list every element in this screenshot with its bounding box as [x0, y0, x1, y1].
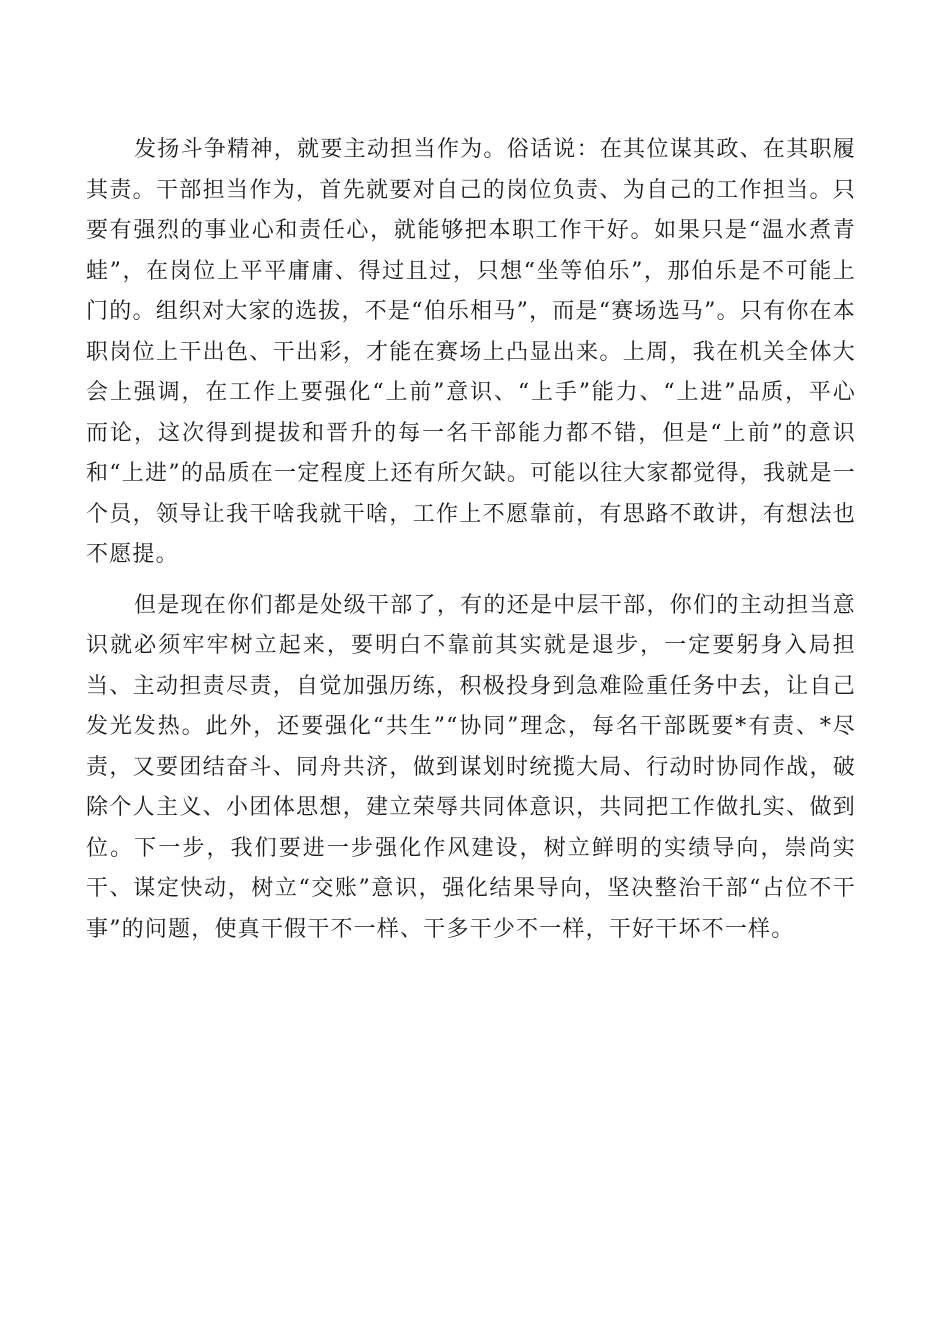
paragraph-2: 但是现在你们都是处级干部了，有的还是中层干部，你们的主动担当意识就必须牢牢树立起来，要明白不靠前其实就是退步，一定要躬身入局担当、主动担责尽责，自觉加强历练，积极投身到急难险重任务中去，让自己发光发热。此外，还要强化“共生”“协同”理念，每名干部既要*有责、*尽责，又要团结奋斗、同舟共济，做到谋划时统揽大局、行动时协同作战，破除个人主义、小团体思想，建立荣辱共同体意识，共同把工作做扎实、做到位。下一步，我们要进一步强化作风建设，树立鲜明的实绩导向，崇尚实干、谋定快动，树立“交账”意识，强化结果导向，坚决整治干部“占位不干事”的问题，使真干假干不一样、干多干少不一样，干好干坏不一样。	[86, 592, 856, 942]
document-body	[86, 130, 856, 950]
paragraph-1: 发扬斗争精神，就要主动担当作为。俗话说：在其位谋其政、在其职履其责。干部担当作为，首先就要对自己的岗位负责、为自己的工作担当。只要有强烈的事业心和责任心，就能够把本职工作干好。如果只是“温水煮青蛙”，在岗位上平平庸庸、得过且过，只想“坐等伯乐”，那伯乐是不可能上门的。组织对大家的选拔，不是“伯乐相马”，而是“赛场选马”。只有你在本职岗位上干出色、干出彩，才能在赛场上凸显出来。上周，我在机关全体大会上强调，在工作上要强化“上前”意识、“上手”能力、“上进”品质，平心而论，这次得到提拔和晋升的每一名干部能力都不错，但是“上前”的意识和“上进”的品质在一定程度上还有所欠缺。可能以往大家都觉得，我就是一个员，领导让我干啥我就干啥，工作上不愿靠前，有思路不敢讲，有想法也不愿提。	[86, 137, 856, 567]
